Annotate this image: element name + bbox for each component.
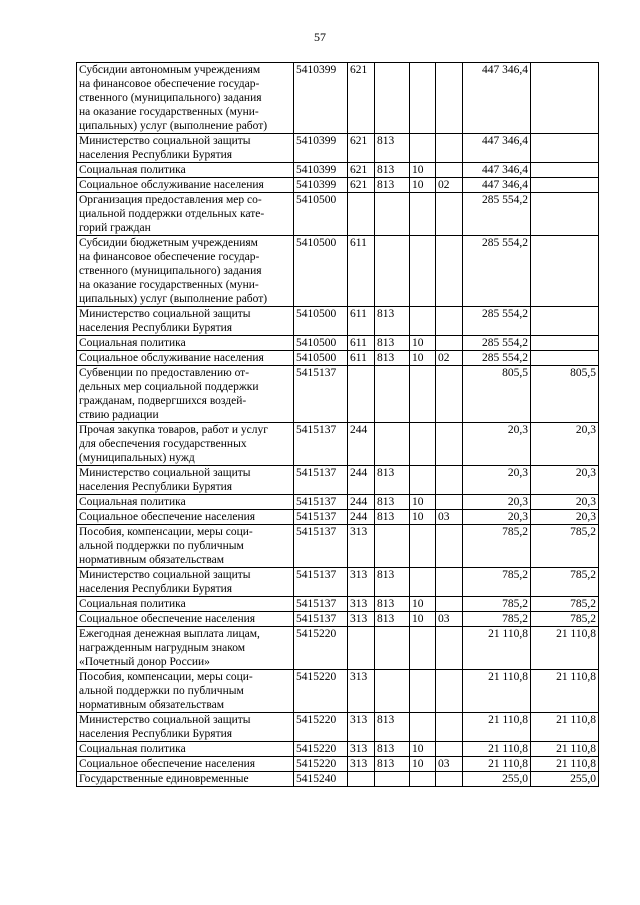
section-cell <box>410 236 436 307</box>
row-name-cell <box>77 525 294 568</box>
subsection-cell <box>436 163 463 178</box>
section-cell: 10 <box>410 178 436 193</box>
table-row <box>77 525 599 568</box>
row-name-cell <box>77 568 294 597</box>
table-row <box>77 193 599 236</box>
ministry-code-cell: 813 <box>375 510 410 525</box>
subsection-cell <box>436 307 463 336</box>
row-name-line: Социальная политика <box>79 164 186 176</box>
amount-2-cell: 785,2 <box>531 568 599 597</box>
subsection-cell <box>436 423 463 466</box>
row-name-line: нормативным обязательствам <box>79 699 224 711</box>
amount-2-cell: 805,5 <box>531 366 599 423</box>
section-cell <box>410 366 436 423</box>
section-cell <box>410 772 436 787</box>
amount-2-cell <box>531 178 599 193</box>
subsection-cell <box>436 236 463 307</box>
expense-type-cell: 313 <box>348 757 375 772</box>
row-name-cell <box>77 163 294 178</box>
amount-2-cell <box>531 163 599 178</box>
section-cell: 10 <box>410 757 436 772</box>
table-row <box>77 63 599 134</box>
row-name-line: Субсидии автономным учреждениям <box>79 64 261 76</box>
target-code-cell: 5410500 <box>294 193 348 236</box>
amount-2-cell: 20,3 <box>531 466 599 495</box>
table-row <box>77 163 599 178</box>
amount-2-cell <box>531 351 599 366</box>
row-name-cell <box>77 178 294 193</box>
ministry-code-cell <box>375 627 410 670</box>
subsection-cell <box>436 627 463 670</box>
expense-type-cell: 244 <box>348 495 375 510</box>
row-name-line: Государственные единовременные <box>79 773 249 785</box>
target-code-cell: 5415220 <box>294 627 348 670</box>
expense-type-cell: 621 <box>348 63 375 134</box>
row-name-line: Социальное обеспечение населения <box>79 511 256 523</box>
row-name-cell <box>77 466 294 495</box>
row-name-line: на финансовое обеспечение государ- <box>79 78 260 90</box>
row-name-cell <box>77 63 294 134</box>
target-code-cell: 5410500 <box>294 336 348 351</box>
table-row <box>77 757 599 772</box>
amount-1-cell: 20,3 <box>463 466 531 495</box>
row-name-line: Министерство социальной защиты <box>79 308 251 320</box>
expense-type-cell: 621 <box>348 178 375 193</box>
section-cell: 10 <box>410 597 436 612</box>
amount-2-cell: 21 110,8 <box>531 742 599 757</box>
table-row <box>77 670 599 713</box>
target-code-cell: 5415137 <box>294 366 348 423</box>
expense-type-cell: 313 <box>348 612 375 627</box>
amount-2-cell: 255,0 <box>531 772 599 787</box>
row-name-line: Социальное обеспечение населения <box>79 613 256 625</box>
amount-1-cell: 285 554,2 <box>463 236 531 307</box>
budget-table <box>76 62 599 787</box>
ministry-code-cell: 813 <box>375 163 410 178</box>
ministry-code-cell <box>375 193 410 236</box>
row-name-line: циальной поддержки отдельных кате- <box>79 208 265 220</box>
row-name-cell <box>77 510 294 525</box>
section-cell <box>410 568 436 597</box>
table-row <box>77 423 599 466</box>
amount-2-cell <box>531 63 599 134</box>
target-code-cell: 5410399 <box>294 134 348 163</box>
subsection-cell <box>436 466 463 495</box>
table-row <box>77 713 599 742</box>
target-code-cell: 5410399 <box>294 63 348 134</box>
ministry-code-cell: 813 <box>375 742 410 757</box>
section-cell <box>410 193 436 236</box>
table-row <box>77 366 599 423</box>
amount-1-cell: 21 110,8 <box>463 757 531 772</box>
amount-1-cell: 785,2 <box>463 612 531 627</box>
row-name-line: Организация предоставления мер со- <box>79 194 262 206</box>
row-name-line: Министерство социальной защиты <box>79 569 251 581</box>
row-name-line: награжденным нагрудным знаком <box>79 642 246 654</box>
expense-type-cell: 621 <box>348 163 375 178</box>
section-cell: 10 <box>410 495 436 510</box>
ministry-code-cell: 813 <box>375 466 410 495</box>
amount-1-cell: 20,3 <box>463 510 531 525</box>
expense-type-cell: 244 <box>348 423 375 466</box>
subsection-cell: 03 <box>436 612 463 627</box>
ministry-code-cell: 813 <box>375 713 410 742</box>
amount-1-cell: 785,2 <box>463 597 531 612</box>
table-row <box>77 510 599 525</box>
row-name-line: на оказание государственных (муни- <box>79 279 259 291</box>
ministry-code-cell: 813 <box>375 336 410 351</box>
target-code-cell: 5410399 <box>294 178 348 193</box>
page-number: 57 <box>314 30 326 44</box>
table-row <box>77 307 599 336</box>
expense-type-cell: 611 <box>348 236 375 307</box>
amount-1-cell: 21 110,8 <box>463 713 531 742</box>
target-code-cell: 5415137 <box>294 525 348 568</box>
ministry-code-cell: 813 <box>375 612 410 627</box>
target-code-cell: 5415137 <box>294 466 348 495</box>
section-cell <box>410 713 436 742</box>
row-name-line: альной поддержки по публичным <box>79 685 244 697</box>
amount-1-cell: 21 110,8 <box>463 627 531 670</box>
row-name-line: ственного (муниципального) задания <box>79 92 262 104</box>
expense-type-cell: 611 <box>348 351 375 366</box>
section-cell: 10 <box>410 336 436 351</box>
table-row <box>77 597 599 612</box>
row-name-line: Социальная политика <box>79 496 186 508</box>
section-cell <box>410 466 436 495</box>
target-code-cell: 5410399 <box>294 163 348 178</box>
subsection-cell: 03 <box>436 510 463 525</box>
expense-type-cell: 313 <box>348 525 375 568</box>
row-name-line: Пособия, компенсации, меры соци- <box>79 671 253 683</box>
row-name-line: Социальное обеспечение населения <box>79 758 256 770</box>
table-row <box>77 336 599 351</box>
target-code-cell: 5410500 <box>294 351 348 366</box>
row-name-line: населения Республики Бурятия <box>79 728 233 740</box>
target-code-cell: 5415220 <box>294 742 348 757</box>
ministry-code-cell <box>375 670 410 713</box>
ministry-code-cell: 813 <box>375 307 410 336</box>
table-row <box>77 495 599 510</box>
row-name-cell <box>77 193 294 236</box>
row-name-line: гражданам, подвергшихся воздей- <box>79 395 247 407</box>
amount-2-cell <box>531 134 599 163</box>
target-code-cell: 5415240 <box>294 772 348 787</box>
amount-2-cell <box>531 336 599 351</box>
target-code-cell: 5415137 <box>294 568 348 597</box>
target-code-cell: 5415137 <box>294 423 348 466</box>
subsection-cell <box>436 134 463 163</box>
expense-type-cell: 313 <box>348 670 375 713</box>
table-row <box>77 568 599 597</box>
row-name-cell <box>77 351 294 366</box>
subsection-cell: 02 <box>436 178 463 193</box>
row-name-line: ципальных) услуг (выполнение работ) <box>79 120 268 132</box>
ministry-code-cell: 813 <box>375 597 410 612</box>
section-cell: 10 <box>410 351 436 366</box>
ministry-code-cell <box>375 63 410 134</box>
expense-type-cell: 621 <box>348 134 375 163</box>
expense-type-cell: 313 <box>348 713 375 742</box>
row-name-cell <box>77 713 294 742</box>
subsection-cell <box>436 713 463 742</box>
row-name-cell <box>77 670 294 713</box>
row-name-line: Министерство социальной защиты <box>79 467 251 479</box>
ministry-code-cell: 813 <box>375 757 410 772</box>
amount-1-cell: 785,2 <box>463 525 531 568</box>
amount-1-cell: 285 554,2 <box>463 193 531 236</box>
row-name-line: Социальное обслуживание населения <box>79 352 264 364</box>
row-name-line: Министерство социальной защиты <box>79 135 251 147</box>
target-code-cell: 5415220 <box>294 670 348 713</box>
ministry-code-cell: 813 <box>375 495 410 510</box>
expense-type-cell: 313 <box>348 568 375 597</box>
target-code-cell: 5410500 <box>294 236 348 307</box>
subsection-cell <box>436 193 463 236</box>
ministry-code-cell <box>375 772 410 787</box>
amount-2-cell: 785,2 <box>531 612 599 627</box>
row-name-line: нормативным обязательствам <box>79 554 224 566</box>
table-row <box>77 742 599 757</box>
row-name-cell <box>77 495 294 510</box>
subsection-cell <box>436 525 463 568</box>
row-name-line: Пособия, компенсации, меры соци- <box>79 526 253 538</box>
target-code-cell: 5415137 <box>294 597 348 612</box>
row-name-cell <box>77 236 294 307</box>
row-name-cell <box>77 772 294 787</box>
target-code-cell: 5415137 <box>294 612 348 627</box>
amount-2-cell: 20,3 <box>531 495 599 510</box>
amount-2-cell: 21 110,8 <box>531 713 599 742</box>
ministry-code-cell: 813 <box>375 568 410 597</box>
amount-1-cell: 285 554,2 <box>463 307 531 336</box>
row-name-line: Социальная политика <box>79 743 186 755</box>
amount-1-cell: 20,3 <box>463 495 531 510</box>
section-cell <box>410 525 436 568</box>
row-name-line: Социальное обслуживание населения <box>79 179 264 191</box>
amount-1-cell: 805,5 <box>463 366 531 423</box>
row-name-line: населения Республики Бурятия <box>79 322 233 334</box>
row-name-cell <box>77 757 294 772</box>
row-name-cell <box>77 336 294 351</box>
section-cell: 10 <box>410 612 436 627</box>
ministry-code-cell <box>375 525 410 568</box>
amount-1-cell: 255,0 <box>463 772 531 787</box>
subsection-cell <box>436 495 463 510</box>
expense-type-cell: 313 <box>348 597 375 612</box>
subsection-cell <box>436 742 463 757</box>
target-code-cell: 5415220 <box>294 757 348 772</box>
expense-type-cell: 244 <box>348 466 375 495</box>
row-name-line: населения Республики Бурятия <box>79 149 233 161</box>
row-name-cell <box>77 366 294 423</box>
section-cell <box>410 63 436 134</box>
row-name-cell <box>77 134 294 163</box>
row-name-line: населения Республики Бурятия <box>79 481 233 493</box>
amount-1-cell: 20,3 <box>463 423 531 466</box>
amount-1-cell: 447 346,4 <box>463 163 531 178</box>
amount-2-cell: 21 110,8 <box>531 670 599 713</box>
row-name-cell <box>77 742 294 757</box>
row-name-cell <box>77 627 294 670</box>
amount-2-cell: 785,2 <box>531 597 599 612</box>
amount-2-cell: 21 110,8 <box>531 757 599 772</box>
amount-2-cell <box>531 307 599 336</box>
expense-type-cell <box>348 366 375 423</box>
amount-2-cell <box>531 236 599 307</box>
amount-2-cell: 20,3 <box>531 510 599 525</box>
row-name-line: для обеспечения государственных <box>79 438 247 450</box>
amount-1-cell: 785,2 <box>463 568 531 597</box>
expense-type-cell <box>348 627 375 670</box>
section-cell: 10 <box>410 510 436 525</box>
row-name-line: дельных мер социальной поддержки <box>79 381 259 393</box>
row-name-line: Субсидии бюджетным учреждениям <box>79 237 258 249</box>
amount-1-cell: 447 346,4 <box>463 63 531 134</box>
section-cell <box>410 627 436 670</box>
amount-1-cell: 21 110,8 <box>463 742 531 757</box>
subsection-cell: 02 <box>436 351 463 366</box>
amount-1-cell: 285 554,2 <box>463 351 531 366</box>
expense-type-cell <box>348 193 375 236</box>
section-cell <box>410 670 436 713</box>
subsection-cell <box>436 568 463 597</box>
row-name-line: ципальных) услуг (выполнение работ) <box>79 293 268 305</box>
subsection-cell: 03 <box>436 757 463 772</box>
ministry-code-cell: 813 <box>375 178 410 193</box>
subsection-cell <box>436 670 463 713</box>
row-name-line: «Почетный донор России» <box>79 656 210 668</box>
row-name-line: горий граждан <box>79 222 151 234</box>
amount-2-cell: 20,3 <box>531 423 599 466</box>
row-name-line: Субвенции по предоставлению от- <box>79 367 250 379</box>
expense-type-cell: 611 <box>348 336 375 351</box>
section-cell <box>410 134 436 163</box>
table-row <box>77 466 599 495</box>
ministry-code-cell <box>375 366 410 423</box>
table-row <box>77 134 599 163</box>
row-name-line: населения Республики Бурятия <box>79 583 233 595</box>
row-name-line: на оказание государственных (муни- <box>79 106 259 118</box>
target-code-cell: 5415137 <box>294 495 348 510</box>
row-name-line: Министерство социальной защиты <box>79 714 251 726</box>
section-cell: 10 <box>410 163 436 178</box>
amount-2-cell: 785,2 <box>531 525 599 568</box>
amount-2-cell <box>531 193 599 236</box>
target-code-cell: 5410500 <box>294 307 348 336</box>
table-row <box>77 351 599 366</box>
table-body <box>77 63 599 787</box>
subsection-cell <box>436 63 463 134</box>
amount-2-cell: 21 110,8 <box>531 627 599 670</box>
section-cell: 10 <box>410 742 436 757</box>
section-cell <box>410 307 436 336</box>
target-code-cell: 5415137 <box>294 510 348 525</box>
table-row <box>77 178 599 193</box>
section-cell <box>410 423 436 466</box>
expense-type-cell: 313 <box>348 742 375 757</box>
table-row <box>77 612 599 627</box>
table-row <box>77 236 599 307</box>
ministry-code-cell: 813 <box>375 134 410 163</box>
table-row <box>77 627 599 670</box>
row-name-cell <box>77 597 294 612</box>
amount-1-cell: 285 554,2 <box>463 336 531 351</box>
amount-1-cell: 447 346,4 <box>463 134 531 163</box>
subsection-cell <box>436 336 463 351</box>
expense-type-cell: 244 <box>348 510 375 525</box>
ministry-code-cell <box>375 236 410 307</box>
row-name-line: ствию радиации <box>79 409 159 421</box>
row-name-cell <box>77 423 294 466</box>
row-name-line: ственного (муниципального) задания <box>79 265 262 277</box>
row-name-line: Социальная политика <box>79 337 186 349</box>
expense-type-cell <box>348 772 375 787</box>
expense-type-cell: 611 <box>348 307 375 336</box>
row-name-line: Социальная политика <box>79 598 186 610</box>
row-name-cell <box>77 307 294 336</box>
row-name-line: Ежегодная денежная выплата лицам, <box>79 628 260 640</box>
amount-1-cell: 21 110,8 <box>463 670 531 713</box>
table-row <box>77 772 599 787</box>
row-name-cell <box>77 612 294 627</box>
subsection-cell <box>436 366 463 423</box>
subsection-cell <box>436 597 463 612</box>
target-code-cell: 5415220 <box>294 713 348 742</box>
row-name-line: (муниципальных) нужд <box>79 452 195 464</box>
row-name-line: Прочая закупка товаров, работ и услуг <box>79 424 268 436</box>
subsection-cell <box>436 772 463 787</box>
ministry-code-cell: 813 <box>375 351 410 366</box>
row-name-line: альной поддержки по публичным <box>79 540 244 552</box>
row-name-line: на финансовое обеспечение государ- <box>79 251 260 263</box>
amount-1-cell: 447 346,4 <box>463 178 531 193</box>
ministry-code-cell <box>375 423 410 466</box>
